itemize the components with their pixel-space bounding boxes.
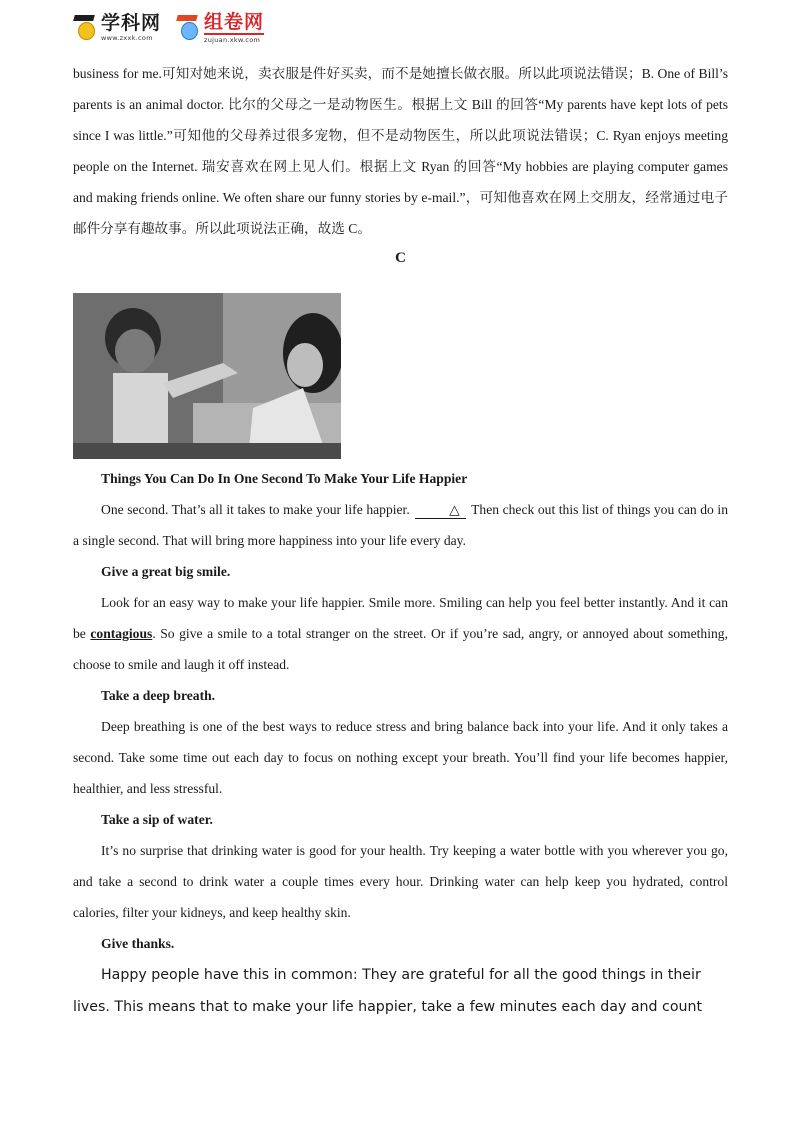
zxxk-logo[interactable] (72, 13, 161, 43)
paragraph-smile: Look for an easy way to make your life happier. Smile more. Smiling can help you feel better instantly. And it can be contagious. So give a smile to a total stranger on the street. Or if you’re sad, angry, or annoyed about something, choose to smile and laugh it off instead. (73, 595, 728, 672)
document-body (73, 58, 728, 1023)
paragraph-breath: Deep breathing is one of the best ways to reduce stress and bring balance back into your life. And it only takes a second. Take some time out each day to focus on nothing except your breath. You’ll find your life becomes happier, healthier, and less stressful. (73, 719, 728, 796)
mascot-icon (175, 13, 201, 43)
answer-explanation: business for me.可知对她来说，卖衣服是件好买卖，而不是她擅长做衣服。所以此项说法错误；B. One of Bill’s parents is an animal doctor. 比尔的父母之一是动物医生。根据上文 Bill 的回答“My parents have kept lots of pets since I was little.”可知他的父母养过很多宠物，但不是动物医生，所以此项说法错误；C. Ryan enjoys meeting people on the Internet. 瑞安喜欢在网上见人们。根据上文 Ryan 的回答“My hobbies are playing computer games and making friends online. We often share our funny stories by e-mail.”，可知他喜欢在网上交朋友，经常通过电子邮件分享有趣故事。所以此项说法正确，故选 C。 (73, 66, 728, 236)
section-letter: C (395, 250, 406, 266)
underlined-word: contagious (90, 626, 153, 641)
heading-breath: Take a deep breath. (101, 688, 216, 703)
article-intro: One second. That’s all it takes to make your life happier. △ Then check out this list of things you can do in a single second. That will bring more happiness into your life every day. (73, 502, 728, 548)
page-header (72, 10, 278, 46)
mascot-icon (72, 13, 98, 43)
logo-title: 组卷网 (204, 10, 265, 33)
logo-banner (204, 33, 264, 35)
photo-kids-playing-icon (73, 293, 341, 459)
heading-water: Take a sip of water. (101, 812, 213, 827)
logo-title: 学科网 (101, 12, 162, 35)
paragraph-thanks: Happy people have this in common: They are grateful for all the good things in their lives. This means that to make your life happier, take a few minutes each day and count (73, 967, 703, 1015)
paragraph-water: It’s no surprise that drinking water is good for your health. Try keeping a water bottle with you wherever you go, and take a second to drink water a couple times every hour. Drinking water can help keep you hydrated, control calories, filter your kidneys, and keep healthy skin. (73, 843, 728, 920)
logo-url: www.zxxk.com (101, 34, 153, 43)
article-title: Things You Can Do In One Second To Make Your Life Happier (101, 471, 468, 486)
answer-blank[interactable]: △ (415, 502, 465, 519)
logo-url: zujuan.xkw.com (204, 35, 261, 44)
heading-smile: Give a great big smile. (101, 564, 231, 579)
article-photo (73, 293, 341, 459)
heading-thanks: Give thanks. (101, 936, 175, 951)
zujuan-logo[interactable] (175, 10, 265, 44)
